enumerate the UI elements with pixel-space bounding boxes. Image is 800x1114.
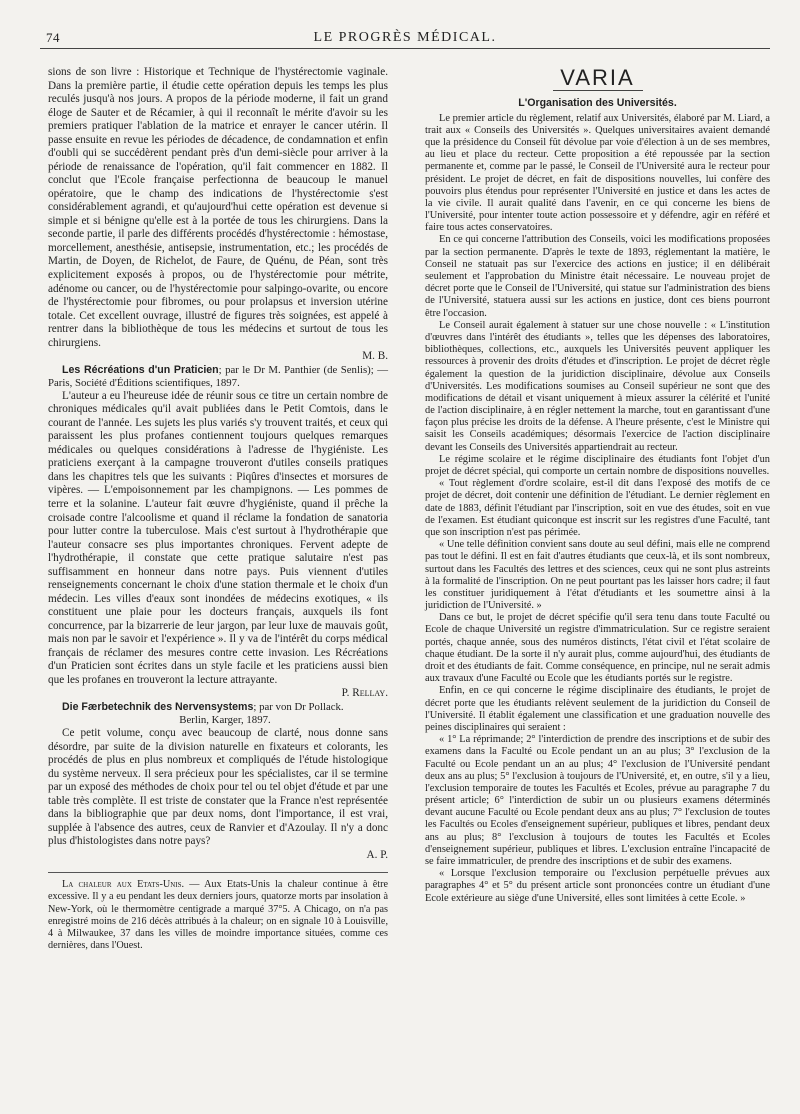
review-signature-ap: A. P.: [366, 848, 388, 861]
page-header: [40, 26, 770, 49]
heat-news-text: — Aux Etats-Unis la chaleur continue à être excessive. Il y a eu pendant les deux derniers jours, quatorze morts par insolation à New-York, où le thermomètre centigrade a marqué 37°5. A Chicago, on n'a pas enregistré moins de 216 décès attribués à la chaleur; on en signale 10 à Louisville, 4 à Milwaukee, 37 dans les villes de moindre importance situées, comme ces dernières, dans l'Ouest.: [48, 879, 389, 952]
faerbetechnik-review-heading: [48, 701, 388, 727]
heat-news-note: [48, 879, 388, 952]
universities-paragraph: Le régime scolaire et le régime disciplinaire des étudiants font l'objet d'un projet de décret spécial, qui comporte un certain nombre de dispositions nouvelles.: [425, 453, 770, 478]
varia-heading: VARIA: [553, 66, 643, 91]
universities-paragraph: Le Conseil aurait également à statuer sur une chose nouvelle : « L'institution d'œuvres dans l'intérêt des étudiants », telles que les dépenses des laboratoires, bibliothèques, collections, etc., auxquels les Universités peuvent appliquer les ressources à provenir des droits d'études et d'inscription. Le projet de décret règle également la question de la juridiction disciplinaire, dévolue aux Conseils d'Universités. Les modifications soumises au Conseil supérieur ne sont que des modifications de détail et visant uniquement à mieux assurer la célérité et l'unité de l'action disciplinaire, à en régler nettement la marche, tout en garantissant d'une façon plus précise les droits de la défense. A l'heure présente, c'est le Ministre qui saisit les Conseils académiques; désormais l'exercice de l'action disciplinaire devant les Conseils des Universités appartiendrait au recteur.: [425, 319, 770, 453]
universities-paragraph: « Une telle définition convient sans doute au seul défini, mais elle ne comprend pas tout le défini. Il est en fait d'autres étudiants que ceux-là, et ils sont nombreux, surtout dans les Facultés des lettres et des sciences, ceux qui ne sont plus astreints à la formalité de l'inscription. On ne peut pourtant pas les laisser hors cadre; il faut les constituer juridiquement à l'état d'étudiants et les soumettre ainsi à la juridiction de l'Université. »: [425, 539, 770, 612]
heat-news-lead: La chaleur aux Etats-Unis.: [62, 879, 185, 891]
universities-paragraph: Le premier article du règlement, relatif aux Universités, élaboré par M. Liard, a trait aux « Conseils des Universités ». Quelques universitaires avaient demandé que la présidence du Conseil fût dévolue par voie d'élection à un de ses membres, au lieu et place du recteur. Cette proposition a été repoussée par la section permanente et, comme par le passé, le Conseil de l'Université aura le recteur pour président. Le projet de décret, en fait de dispositions nouvelles, lui confère des pouvoirs plus étendus pour représenter l'Université en justice et dans les actes de la vie civile. Il aurait qualité dans l'avenir, en ce qui concerne les biens de l'Université, pour intenter toute action possessoire et y défendre, agir en référé et faire tous actes conservatoires.: [425, 112, 770, 234]
running-title: LE PROGRÈS MÉDICAL.: [313, 30, 497, 45]
left-column: [48, 66, 388, 952]
universities-paragraph: Enfin, en ce qui concerne le régime disciplinaire des étudiants, le projet de décret porte que les étudiants relèvent seulement de la juridiction du Conseil de l'Université. Il établit également une classification et une graduation nouvelle des peines disciplinaires qui seraient :: [425, 685, 770, 733]
faerbetechnik-review-title: Die Færbetechnik des Nervensystems: [62, 700, 254, 713]
universities-paragraph: « 1° La réprimande; 2° l'interdiction de prendre des inscriptions et de subir des examens dans la Faculté ou Ecole pendant un an au plus; 3° l'exclusion de la Faculté ou Ecole pendant un an au plus; 4° l'exclusion de l'Université pendant deux ans au plus; 5° l'exclusion à toujours de l'Université, et, en outre, s'il y a lieu, l'exclusion temporaire de toutes les Facultés et Ecoles, prévue au paragraphe 7 du présent article; 6° l'interdiction de subir un ou plusieurs examens déterminés devant aucune Faculté ou Ecole pendant deux ans au plus; 7° l'exclusion de toutes les Facultés ou Ecoles d'enseignement supérieur, publiques et libres, pendant deux ans au plus; 8° l'exclusion à toujours de toutes les Facultés et Ecoles d'enseignement supérieur, publiques et libres. L'exclusion entraîne l'incapacité de se faire immatriculer, de prendre des inscriptions et de subir des examens.: [425, 734, 770, 868]
review-signature-mb: M. B.: [362, 350, 388, 363]
universities-paragraph: « Tout règlement d'ordre scolaire, est-il dit dans l'exposé des motifs de ce projet de décret, doit contenir une définition de l'étudiant. Le dernier règlement en date de 1883, définit l'étudiant par l'inscription, soit en vue des études, soit en vue de l'examen. Est étudiant quiconque est inscrit sur les registres d'une Faculté, tant que son inscription n'est pas périmée.: [425, 478, 770, 538]
right-column: [425, 66, 770, 905]
recreations-review-heading: [48, 364, 388, 390]
universities-section-title: L'Organisation des Universités.: [518, 97, 677, 110]
column-divider-rule: [48, 872, 388, 873]
universities-paragraph: Dans ce but, le projet de décret spécifie qu'il sera tenu dans toute Faculté ou Ecole de chaque Université un registre d'immatriculation. Sur ce registre seraient portés, chaque année, sous des numéros distincts, l'état civil et l'état scolaire de chaque étudiant. De la sorte il n'y aurait plus, comme aujourd'hui, des étudiants de droit et des étudiants de fait. Comme conséquence, en principe, nul ne serait admis aux travaux d'une Faculté ou Ecole que les étudiants portés sur le registre.: [425, 612, 770, 685]
recreations-review-meta: ; par le Dr M. Panthier (de Senlis); — Paris, Société d'Éditions scientifiques, 1897.: [48, 363, 388, 389]
universities-paragraph: « Lorsque l'exclusion temporaire ou l'exclusion perpétuelle prévues aux paragraphes 4° et 5° du présent article sont prononcées contre un étudiant d'une Ecole extérieure au siège d'une Université, elles sont limitées à cette Ecole. »: [425, 868, 770, 904]
recreations-review-text: L'auteur a eu l'heureuse idée de réunir sous ce titre un certain nombre de chroniques médicales qu'il avait publiées dans le Petit Comtois, dans le courant de l'année. Les sujets les plus variés s'y trouvent traités, et ceux qui paraissent les plus profanes contiennent toujours quelques remarques médicales ou quelques considérations à l'adresse de l'hygiéniste. Les praticiens exerçant à la campagne trouveront d'utiles conseils pratiques dans les chapitres tels que les suivants : Piqûres d'insectes et morsures de vipères. — L'empoisonnement par les champignons. — Les pommes de terre et la solanine. L'auteur fait œuvre d'hygiéniste, quand il prêche la croisade contre l'alcoolisme et quand il réclame la fondation de sanatoria pour lutter contre la tuberculose. Mais c'est surtout à l'hydrothérapie que l'auteur consacre ses plus importantes chroniques. Fervent adepte de l'hydrothérapie, il constate que cette pratique salutaire n'est pas suffisamment en honneur dans notre pays. Puis viennent d'utiles renseignements concernant le choix d'une station thermale et le choix d'un médecin. Les villes d'eaux sont inondées de médecins exotiques, « ils constituent une plaie pour les docteurs français, auxquels ils font concurrence, par la bizarrerie de leur jargon, par leur luxe de mauvais goût, mais non par le savoir et l'expérience ». Il y va de l'intérêt du corps médical français de réclamer des mesures contre cette invasion. Les Récréations d'un Praticien sont écrites dans un style facile et les praticiens aussi bien que les profanes en trouveront la lecture attrayante.: [48, 389, 388, 686]
recreations-review-title: Les Récréations d'un Praticien: [62, 363, 219, 376]
faerbetechnik-review-publisher: Berlin, Karger, 1897.: [179, 714, 271, 726]
review-signature-rellay: P. Rellay.: [341, 687, 388, 700]
faerbetechnik-review-meta: ; par von Dr Pollack.: [253, 700, 344, 713]
page-number: 74: [46, 30, 60, 45]
hysterectomy-review-text: sions de son livre : Historique et Technique de l'hystérectomie vaginale. Dans la première partie, il étudie cette opération depuis les temps les plus reculés jusqu'à nos jours. A propos de la période moderne, il fait un grand éloge de Sauter et de Récamier, à qui il reconnaît le mérite d'avoir su les premiers pratiquer l'ablation de la matrice et enrayer le cancer utérin. Il passe ensuite en revue les périodes de décadence, de condamnation et enfin d'oubli qui se succédèrent pendant près d'un demi-siècle pour arriver à la période de renaissance de l'opération, qu'il fait commencer en 1882. Il conclut que l'Ecole française perfectionna de beaucoup le manuel opératoire, que le champ des indications de l'hystérectomie s'est considérablement agrandi, et qu'aujourd'hui cette opération est devenue si simple et si bénigne qu'elle est à la portée de tous les chirurgiens. Dans la seconde partie, il parle des différents procédés d'hystérectomie : hémostase, morcellement, anesthésie, antisepsie, instrumentation, etc.; les procédés de Martin, de Doyen, de Richelot, de Faure, de Quénu, de Péan, sont très explicitement exposés à propos, ou de l'hystérectomie pour métrite, adénome ou cancer, ou de l'hystérectomie pour salpingo-ovarite, ou encore de l'hystérectomie pour fibromes, ou pour prolapsus et inversion utérine totale. Cet excellent ouvrage, illustré de figures très soignées, est appelé à rentrer dans la bibliothèque de tous les médecins et surtout de tous les chirurgiens.: [48, 66, 388, 349]
universities-paragraph: En ce qui concerne l'attribution des Conseils, voici les modifications proposées par la section permanente. D'après le texte de 1893, réglementant la matière, le Conseil ne statuait pas sur l'exercice des actions en justice; il en délibérait seulement et l'approbation du Ministre était nécessaire. Le nouveau projet de décret porte que le Conseil de l'Université, qui statue sur l'administration des biens de l'Université, statuera aussi sur les actions en justice, dont ces biens pourront être l'occasion.: [425, 234, 770, 319]
faerbetechnik-review-text: Ce petit volume, conçu avec beaucoup de clarté, nous donne sans désordre, par suite de la division naturelle en fixateurs et colorants, les procédés de plus en plus nombreux et compliqués de l'étude histologique du système nerveux. Il sera précieux pour les spécialistes, car il se termine par un exposé des méthodes de choix pour tel ou tel objet d'étude et par une table très complète. Il est triste de constater que la France n'est représentée dans la bibliographie que par deux noms, dont l'importance, il est vrai, supplée à l'absence des autres, ceux de Ranvier et d'Azoulay. Il n'y a donc plus d'histologistes dans notre pays?: [48, 727, 388, 848]
